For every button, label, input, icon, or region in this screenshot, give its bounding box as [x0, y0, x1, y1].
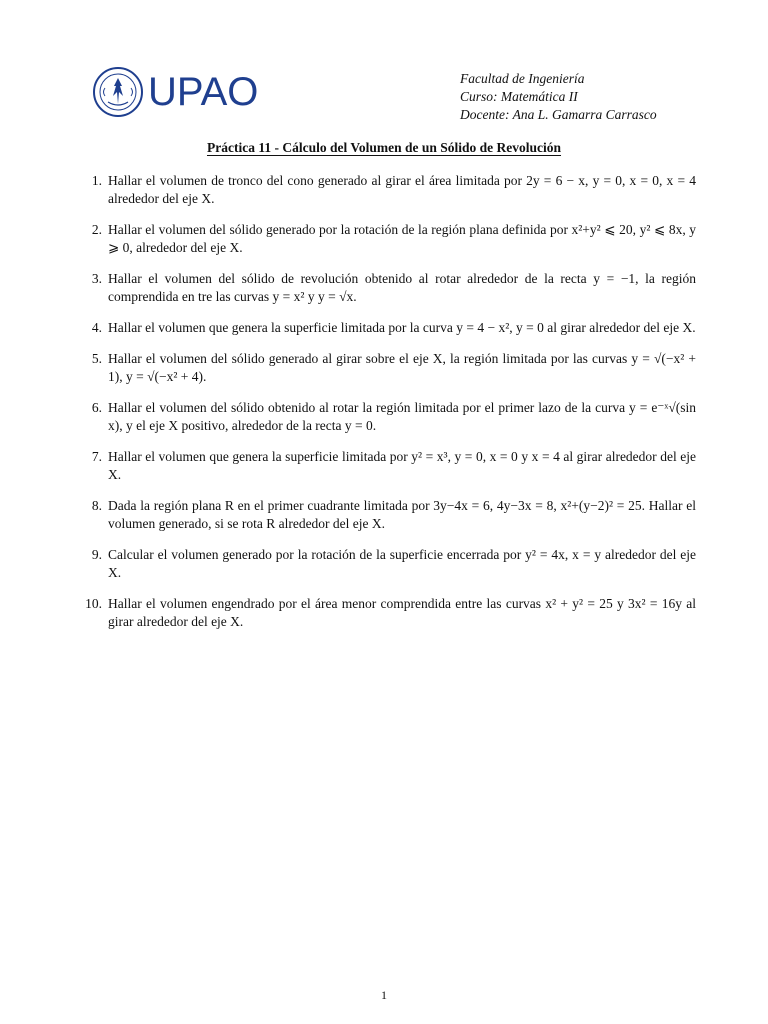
page-title	[0, 140, 768, 156]
problem-item	[78, 270, 696, 306]
problem-text: Hallar el volumen que genera la superficie limitada por la curva y = 4 − x², y = 0 al girar alrededor del eje X.	[108, 320, 696, 335]
problem-number: 9.	[91, 547, 102, 562]
problem-item	[78, 546, 696, 582]
problem-item	[78, 399, 696, 435]
problem-number: 1.	[91, 173, 102, 188]
problem-item	[78, 497, 696, 533]
problem-text: Hallar el volumen de tronco del cono generado al girar el área limitada por 2y = 6 − x, y = 0, x = 0, x = 4 alrededor del eje X.	[108, 173, 696, 206]
problem-number: 10.	[85, 596, 102, 611]
problem-item	[78, 221, 696, 257]
university-seal-icon	[92, 66, 144, 118]
problem-text: Hallar el volumen engendrado por el área menor comprendida entre las curvas x² + y² = 25 y 3x² = 16y al girar alrededor del eje X.	[108, 596, 696, 629]
problem-number: 2.	[91, 222, 102, 237]
course-info	[460, 70, 657, 124]
problem-number: 4.	[91, 320, 102, 335]
problem-item	[78, 172, 696, 208]
problem-number: 8.	[91, 498, 102, 513]
problem-text: Calcular el volumen generado por la rotación de la superficie encerrada por y² = 4x, x = y alrededor del eje X.	[108, 547, 696, 580]
problem-text: Hallar el volumen del sólido generado al girar sobre el eje X, la región limitada por las curvas y = √(−x² + 1), y = √(−x² + 4).	[108, 351, 696, 384]
logo-text: UPAO	[148, 70, 259, 114]
page-number: 1	[381, 988, 387, 1002]
problem-number: 6.	[91, 400, 102, 415]
problem-text: Hallar el volumen del sólido generado por la rotación de la región plana definida por x²+y² ⩽ 20, y² ⩽ 8x, y ⩾ 0, alrededor del eje X.	[108, 222, 696, 255]
problem-item	[78, 595, 696, 631]
problem-number: 5.	[91, 351, 102, 366]
faculty-name: Facultad de Ingeniería	[460, 71, 585, 86]
problem-text: Dada la región plana R en el primer cuadrante limitada por 3y−4x = 6, 4y−3x = 8, x²+(y−2)² = 25. Hallar el volumen generado, si se rota R alrededor del eje X.	[108, 498, 696, 531]
problem-text: Hallar el volumen del sólido obtenido al rotar la región limitada por el primer lazo de la curva y = e⁻ˣ√(sin x), y el eje X positivo, alrededor de la recta y = 0.	[108, 400, 696, 433]
course-name: Curso: Matemática II	[460, 89, 578, 104]
problem-text: Hallar el volumen del sólido de revolución obtenido al rotar alrededor de la recta y = −1, la región comprendida en tre las curvas y = x² y y = √x.	[108, 271, 696, 304]
teacher-name: Docente: Ana L. Gamarra Carrasco	[460, 107, 657, 122]
problem-list	[78, 172, 696, 644]
problem-number: 7.	[91, 449, 102, 464]
problem-number: 3.	[91, 271, 102, 286]
university-logo	[92, 66, 258, 118]
problem-item	[78, 448, 696, 484]
page-title-text: Práctica 11 - Cálculo del Volumen de un Sólido de Revolución	[206, 140, 562, 155]
problem-item	[78, 350, 696, 386]
page-header	[92, 66, 692, 126]
problem-item	[78, 319, 696, 337]
problem-text: Hallar el volumen que genera la superficie limitada por y² = x³, y = 0, x = 0 y x = 4 al girar alrededor del eje X.	[108, 449, 696, 482]
